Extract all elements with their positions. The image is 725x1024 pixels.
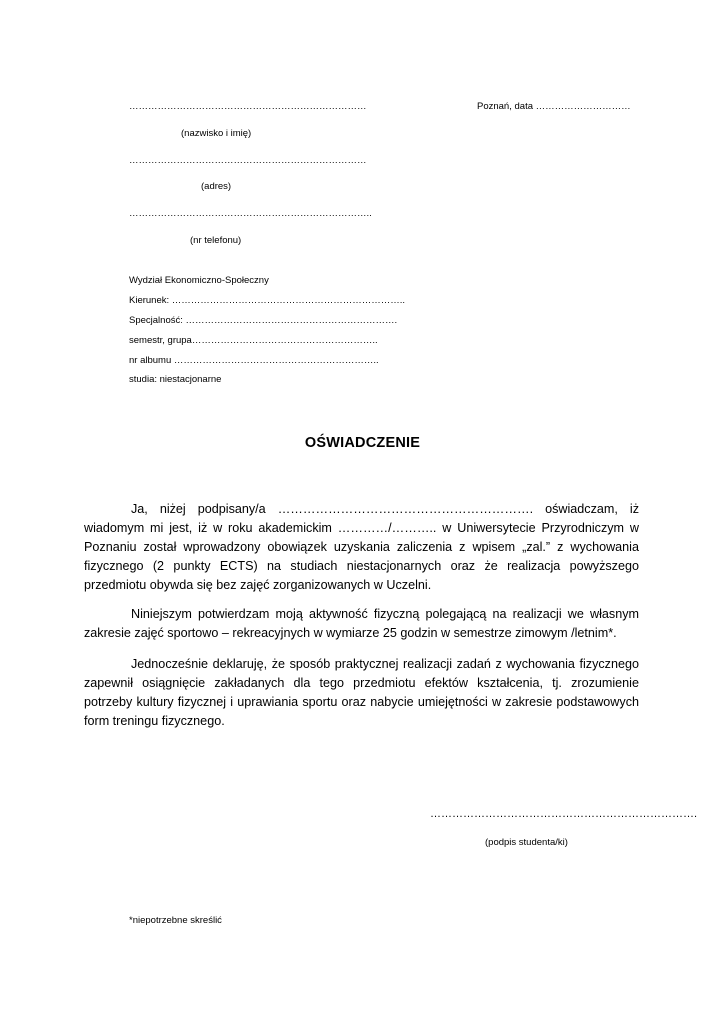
phone-label: (nr telefonu)	[190, 235, 242, 246]
kierunek-line: Kierunek: ………………………………………………………………..	[129, 295, 406, 306]
paragraph-3-text: Jednocześnie deklaruję, że sposób praktycznej realizacji zadań z wychowania fizycznego zapewnił osiągnięcie zakładanych dla tego przedmiotu efektów kształcenia, tj. zrozumienie potrzeby kultury fizycznej i uprawiania sportu oraz nabycie umiejętności w zakresie podstawowych form treningu fizycznego.	[84, 657, 639, 728]
page-title: OŚWIADCZENIE	[304, 435, 421, 451]
paragraph-2-text: Niniejszym potwierdzam moją aktywność fizyczną polegającą na realizacji we własnym zakresie zajęć sportowo – rekreacyjnych w wymiarze 25 godzin w semestrze zimowym /letnim*.	[84, 607, 639, 640]
paragraph-2	[84, 605, 639, 643]
name-line: …………………………………………………………………	[129, 101, 367, 112]
paragraph-1-text: Ja, niżej podpisany/a ……………………………………………………. oświadczam, iż wiadomym mi jest, iż w roku akademickim …………/……….. w Uniwersytecie Przyrodniczym w Poznaniu został wprowadzony obowiązek uzyskania zaliczenia z wpisem „zal.” z wychowania fizycznego (2 punkty ECTS) na studiach niestacjonarnych oraz że realizacja powyższego przedmiotu obywda się bez zajęć zorganizowanych w Uczelni.	[84, 502, 639, 592]
album-line: nr albumu ………………………………………………………..	[129, 355, 379, 366]
specjalnosc-line: Specjalność: ………………………………………………………….	[129, 315, 398, 326]
address-label: (adres)	[201, 181, 232, 192]
paragraph-1	[84, 500, 639, 595]
semestr-line: semestr, grupa…………………………………………………..	[129, 335, 378, 346]
studia-line: studia: niestacjonarne	[129, 374, 222, 385]
signature-line: ……………………………………………………………….	[430, 808, 698, 820]
phone-line: …………………………………………………………………..	[129, 208, 372, 219]
paragraph-3	[84, 655, 639, 731]
footnote: *niepotrzebne skreślić	[129, 915, 222, 926]
name-label: (nazwisko i imię)	[181, 128, 252, 139]
signature-label: (podpis studenta/ki)	[485, 837, 568, 848]
place-date: Poznań, data …………………………	[477, 101, 631, 112]
address-line: …………………………………………………………………	[129, 155, 367, 166]
faculty-name: Wydział Ekonomiczno-Społeczny	[129, 275, 269, 286]
